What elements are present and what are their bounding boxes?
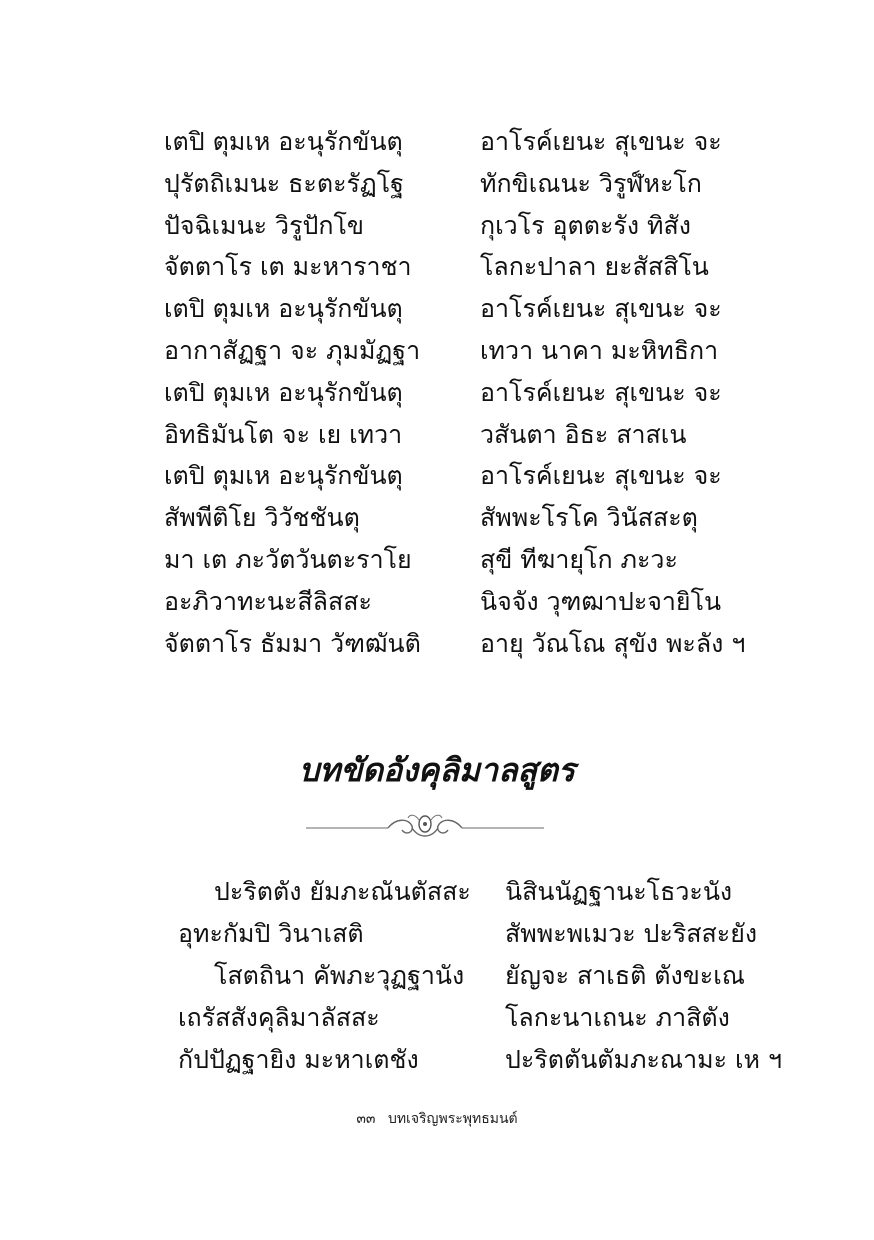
verse-line-right: อาโรค์เยนะ สุเขนะ จะ: [480, 377, 722, 407]
verse-line-left: อะภิวาทะนะสีลิสสะ: [164, 586, 372, 616]
verse-line-left: สัพพีติโย วิวัชชันตุ: [164, 503, 360, 533]
verse-line-right: นิสินนัฏฐานะโธวะนัง: [505, 877, 733, 906]
verse-line-right: อายุ วัณโณ สุขัง พะลัง ฯ: [480, 628, 746, 658]
verse-line-right: อาโรค์เยนะ สุเขนะ จะ: [480, 127, 722, 156]
verse-line-left: ปัจฉิเมนะ วิรูปักโข: [164, 210, 365, 240]
book-title: บทเจริญพระพุทธมนต์: [387, 1111, 518, 1127]
verse-line-right: อาโรค์เยนะ สุเขนะ จะ: [480, 294, 722, 324]
decorative-divider-icon: [300, 810, 550, 846]
verse-line-right: โลกะปาลา ยะสัสสิโน: [480, 252, 709, 282]
verse-line-left: อิทธิมันโต จะ เย เทวา: [164, 419, 403, 449]
verse-line-right: กุเวโร อุตตะรัง ทิสัง: [480, 210, 691, 240]
verse-line-right: ยัญจะ สาเธติ ตังขะเณ: [505, 961, 745, 990]
verse-line-right: สุขี ทีฆายุโก ภะวะ: [480, 545, 678, 574]
page-footer: [0, 1108, 874, 1130]
verse-line-left: จัตตาโร ธัมมา วัฑฒันติ: [164, 628, 421, 658]
verse-line-left: กัปปัฏฐายิง มะหาเตชัง: [178, 1045, 419, 1074]
verse-line-left: อุทะกัมปิ วินาเสติ: [178, 919, 364, 948]
verse-line-left: โสตถินา คัพภะวุฏฐานัง: [214, 961, 465, 990]
verse-line-right: นิจจัง วุฑฒาปะจายิโน: [480, 586, 722, 616]
verse-line-left: ปะริตตัง ยัมภะณันตัสสะ: [214, 877, 471, 906]
verse-line-left: ปุรัตถิเมนะ ธะตะรัฏโฐ: [164, 168, 404, 198]
verse-line-left: เถรัสสังคุลิมาลัสสะ: [178, 1003, 380, 1032]
page-number: ๓๓: [356, 1111, 376, 1127]
verse-line-right: โลกะนาเถนะ ภาสิตัง: [505, 1003, 730, 1032]
verse-line-left: เตปิ ตุมเห อะนุรักขันตุ: [164, 294, 403, 324]
verse-line-right: อาโรค์เยนะ สุเขนะ จะ: [480, 461, 722, 491]
verse-line-right: ทักขิเณนะ วิรูฬ์หะโก: [480, 168, 702, 198]
verse-line-right: วสันตา อิธะ สาสเน: [480, 419, 687, 449]
verse-line-left: อากาสัฏฐา จะ ภุมมัฏฐา: [164, 336, 421, 365]
verse-line-left: เตปิ ตุมเห อะนุรักขันตุ: [164, 461, 403, 491]
verse-line-right: ปะริตตันตัมภะณามะ เห ฯ: [505, 1045, 783, 1074]
verse-line-right: สัพพะพเมวะ ปะริสสะยัง: [505, 919, 758, 948]
section-title: บทขัดอังคุลิมาลสูตร: [298, 751, 576, 789]
verse-line-left: เตปิ ตุมเห อะนุรักขันตุ: [164, 127, 403, 156]
verse-line-right: เทวา นาคา มะหิทธิกา: [480, 336, 719, 365]
verse-line-right: สัพพะโรโค วินัสสะตุ: [480, 503, 698, 533]
verse-line-left: มา เต ภะวัตวันตะราโย: [164, 545, 412, 574]
verse-line-left: เตปิ ตุมเห อะนุรักขันตุ: [164, 377, 403, 407]
verse-line-left: จัตตาโร เต มะหาราชา: [164, 252, 412, 282]
